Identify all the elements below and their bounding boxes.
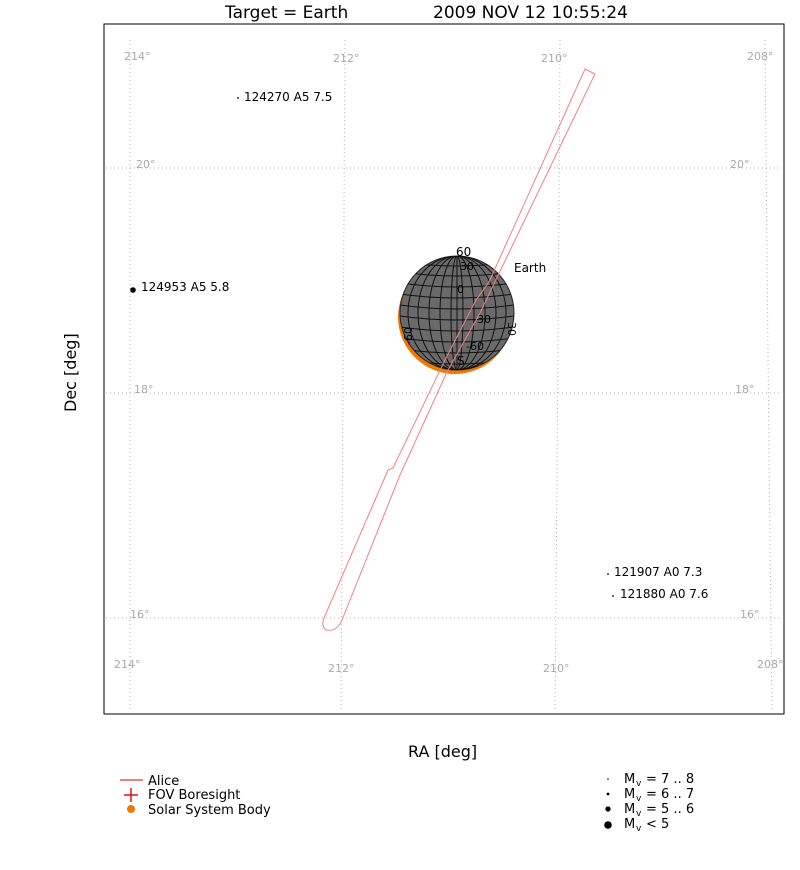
mag-range-lt5: < 5 (646, 817, 670, 832)
mag-symbol-7-8: M (624, 772, 636, 787)
legend-body-label: Solar System Body (148, 803, 271, 818)
mag-range-7-8: = 7 .. 8 (646, 772, 695, 787)
dec-label-20-right: 20° (730, 158, 750, 171)
ra-label-210-top: 210° (541, 52, 568, 65)
mag-range-6-7: = 6 .. 7 (646, 787, 695, 802)
globe-label-lon-right: 30 (505, 322, 518, 336)
mag-symbol-5-6: M (624, 802, 636, 817)
title-target: Target = Earth (225, 3, 349, 23)
mag-sub-6-7: v (636, 794, 642, 804)
mag-sub-5-6: v (636, 809, 642, 819)
globe-label-lat-60: -60 (466, 340, 484, 353)
magnitude-legend (604, 772, 694, 834)
x-axis-label: RA [deg] (408, 742, 478, 761)
dec-label-16-left: 16° (130, 608, 150, 621)
legend (120, 774, 271, 818)
dec-label-18-left: 18° (134, 383, 154, 396)
coordinate-grid (106, 40, 782, 712)
globe-label-lat0: 0 (457, 283, 464, 296)
y-axis-label: Dec [deg] (61, 333, 80, 412)
star-marker-121907 (607, 573, 609, 575)
ra-gridline-208 (765, 40, 772, 712)
earth-globe (398, 245, 546, 374)
ra-label-208-bottom: 208° (757, 658, 784, 671)
legend-boresight-label: FOV Boresight (148, 788, 241, 803)
globe-label-lat30: 30 (460, 260, 474, 273)
star-marker-124953 (130, 287, 136, 293)
alice-slit-outline (323, 69, 595, 630)
ra-label-214-bottom: 214° (114, 658, 141, 671)
ra-label-212-bottom: 212° (328, 662, 355, 675)
ra-gridline-212 (341, 40, 345, 712)
mag-range-5-6: = 5 .. 6 (646, 802, 695, 817)
dec-label-18-right: 18° (735, 383, 755, 396)
body-name-label: Earth (514, 261, 547, 275)
star-marker-124270 (237, 97, 239, 99)
dec-label-16-right: 16° (740, 608, 760, 621)
mag-symbol-lt5: M (624, 817, 636, 832)
star-label-124270: 124270 A5 7.5 (244, 90, 333, 104)
star-label-124953: 124953 A5 5.8 (141, 280, 230, 294)
star-label-121880: 121880 A0 7.6 (620, 587, 709, 601)
ra-label-212-top: 212° (333, 52, 360, 65)
globe-label-lat60-top: 60 (456, 245, 472, 259)
legend-body-swatch (127, 805, 135, 813)
ra-label-208-top: 208° (747, 50, 774, 63)
mag-sub-lt5: v (636, 824, 642, 834)
globe-label-lon-left: -60 (402, 327, 415, 345)
mag-symbol-6-7: M (624, 787, 636, 802)
ra-gridline-210 (555, 40, 560, 712)
legend-alice-label: Alice (148, 774, 180, 789)
mag-swatch-lt5 (604, 821, 612, 829)
star-label-121907: 121907 A0 7.3 (614, 565, 703, 579)
mag-swatch-6-7 (607, 793, 610, 796)
mag-swatch-7-8 (607, 778, 609, 780)
star-marker-121880 (612, 595, 614, 597)
title-datetime: 2009 NOV 12 10:55:24 (433, 3, 628, 23)
mag-swatch-5-6 (605, 806, 610, 811)
ra-label-214-top: 214° (124, 50, 151, 63)
mag-sub-7-8: v (636, 779, 642, 789)
globe-label-lat-30: -30 (473, 313, 491, 326)
ra-label-210-bottom: 210° (543, 662, 570, 675)
dec-label-20-left: 20° (136, 158, 156, 171)
alice-fov (323, 69, 595, 630)
globe-label-south-pole: S (457, 354, 465, 368)
